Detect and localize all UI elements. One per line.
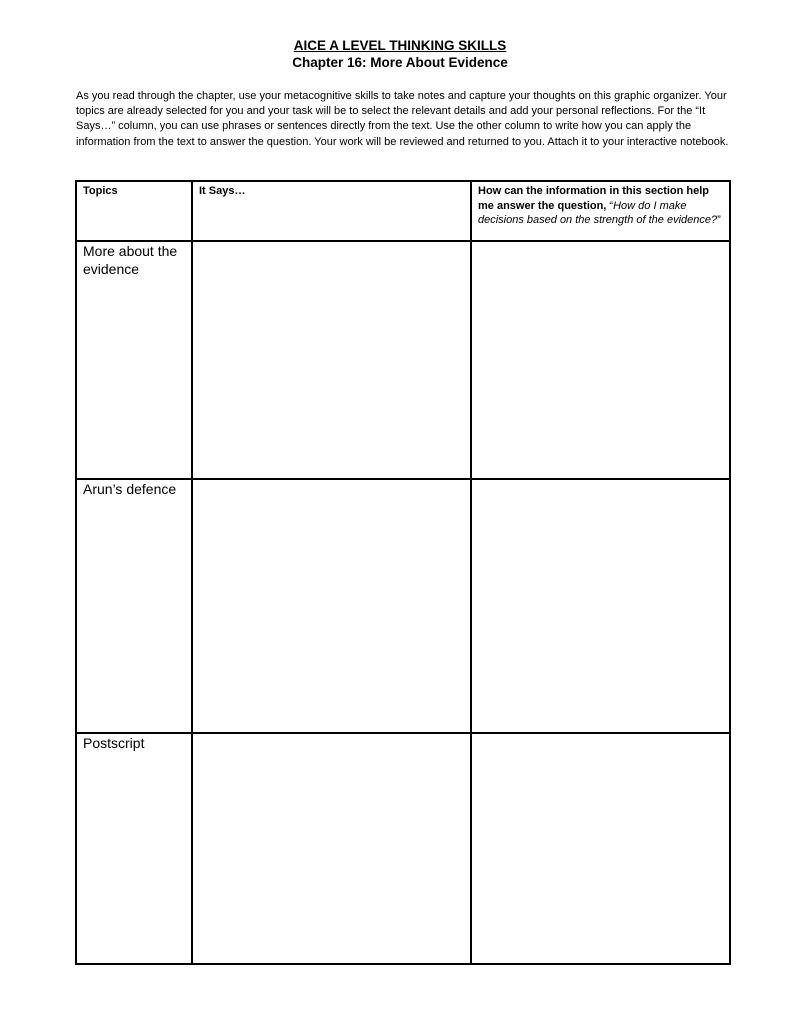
- header-question-cell: [471, 181, 730, 241]
- reflection-cell[interactable]: [471, 479, 730, 733]
- instructions-paragraph: As you read through the chapter, use your metacognitive skills to take notes and capture your thoughts on this graphic organizer. Your topics are already selected for you and your task will be to select the relevant details and add your personal reflections. For the “It Says…” column, you can use phrases or sentences directly from the text. Use the other column to write how you can apply the information from the text to answer the question. Your work will be reviewed and returned to you. Attach it to your interactive notebook.: [76, 90, 729, 148]
- header-it-says: It Says…: [199, 185, 246, 197]
- reflection-cell[interactable]: [471, 733, 730, 964]
- header-question: [472, 182, 729, 228]
- topic-label: Arun’s defence: [83, 481, 177, 497]
- header-question-close-quote: ”: [717, 214, 721, 226]
- table-row: [76, 479, 730, 733]
- chapter-subtitle: Chapter 16: More About Evidence: [292, 55, 508, 70]
- table-row: [76, 733, 730, 964]
- header-question-lead: How can the information in this section help me answer the question,: [478, 185, 710, 212]
- document-title-block: [0, 37, 791, 71]
- topic-cell: [76, 241, 192, 479]
- it-says-cell[interactable]: [192, 241, 471, 479]
- it-says-cell[interactable]: [192, 479, 471, 733]
- topic-label: Postscript: [83, 735, 145, 751]
- topic-cell: [76, 733, 192, 964]
- reflection-cell[interactable]: [471, 241, 730, 479]
- topic-label: More about the evidence: [83, 243, 178, 277]
- table-row: [76, 241, 730, 479]
- topic-cell: [76, 479, 192, 733]
- header-topics: Topics: [83, 185, 118, 197]
- header-it-says-cell: [192, 181, 471, 241]
- document-title: AICE A LEVEL THINKING SKILLS: [293, 38, 507, 53]
- table-header-row: [76, 181, 730, 241]
- graphic-organizer-table: [75, 180, 731, 965]
- header-topics-cell: [76, 181, 192, 241]
- header-question-text: How do I make decisions based on the strength of the evidence?: [478, 199, 718, 226]
- it-says-cell[interactable]: [192, 733, 471, 964]
- header-question-open-quote: “: [606, 199, 614, 212]
